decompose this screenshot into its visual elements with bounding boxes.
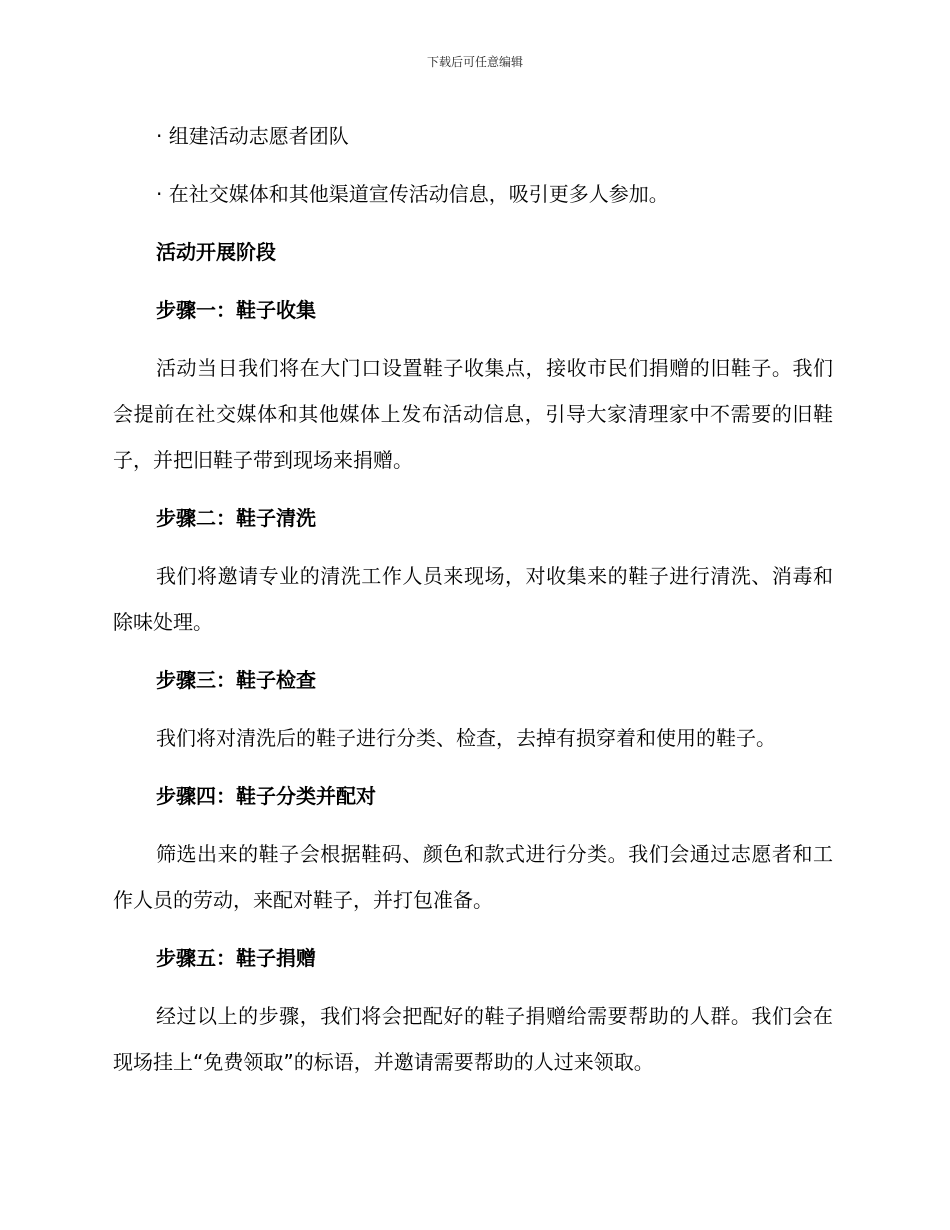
page-header: 下载后可任意编辑 (426, 55, 523, 69)
step-paragraph: 活动当日我们将在大门口设置鞋子收集点，接收市民们捐赠的旧鞋子。我们会提前在社交媒体和其他媒体上发布活动信息，引导大家清理家中不需要的旧鞋子，并把旧鞋子带到现场来捐赠。 (113, 356, 833, 472)
step-paragraph: 我们将对清洗后的鞋子进行分类、检查，去掉有损穿着和使用的鞋子。 (156, 726, 776, 750)
bullet-item: · 组建活动志愿者团队 (156, 124, 349, 148)
step-heading: 步骤二：鞋子清洗 (156, 506, 316, 530)
section-heading: 活动开展阶段 (156, 240, 276, 264)
bullet-item: · 在社交媒体和其他渠道宣传活动信息，吸引更多人参加。 (156, 182, 669, 206)
step-heading: 步骤四：鞋子分类并配对 (156, 784, 376, 808)
step-paragraph: 筛选出来的鞋子会根据鞋码、颜色和款式进行分类。我们会通过志愿者和工作人员的劳动，来配对鞋子，并打包准备。 (113, 842, 833, 912)
document-body (113, 113, 833, 1097)
step-heading: 步骤一：鞋子收集 (156, 298, 316, 322)
step-paragraph: 我们将邀请专业的清洗工作人员来现场，对收集来的鞋子进行清洗、消毒和除味处理。 (113, 564, 833, 634)
step-paragraph: 经过以上的步骤，我们将会把配好的鞋子捐赠给需要帮助的人群。我们会在现场挂上“免费领取”的标语，并邀请需要帮助的人过来领取。 (113, 1004, 833, 1074)
step-heading: 步骤五：鞋子捐赠 (156, 946, 316, 970)
step-heading: 步骤三：鞋子检查 (156, 668, 316, 692)
